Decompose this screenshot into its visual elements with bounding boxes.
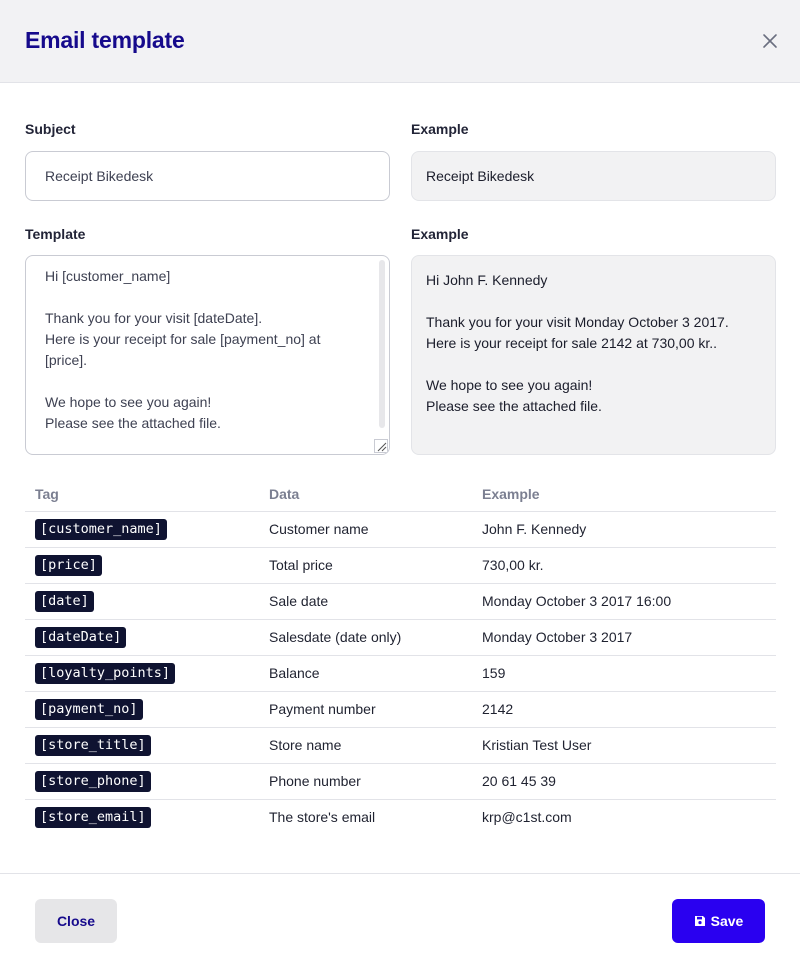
modal-footer [0,873,800,968]
save-button[interactable] [672,899,765,943]
row-data: Balance [269,665,320,681]
row-example: Kristian Test User [482,737,592,753]
subject-label: Subject [25,121,76,137]
template-label: Template [25,226,86,242]
row-example: krp@c1st.com [482,809,572,825]
close-button[interactable]: Close [35,899,117,943]
table-row [25,763,776,799]
tag-pill: [store_phone] [35,771,151,792]
subject-input[interactable]: Receipt Bikedesk [25,151,390,201]
tag-pill: [loyalty_points] [35,663,175,684]
row-example: Monday October 3 2017 16:00 [482,593,672,609]
row-example: 2142 [482,701,514,717]
row-data: Customer name [269,521,369,537]
table-row [25,655,776,691]
row-data: Phone number [269,773,361,789]
subject-example-value: Receipt Bikedesk [411,151,776,201]
column-header-data: Data [269,486,300,502]
table-body [25,511,776,835]
row-data: Salesdate (date only) [269,629,402,645]
row-data: Sale date [269,593,329,609]
row-example: 20 61 45 39 [482,773,556,789]
row-data: Store name [269,737,342,753]
table-row [25,691,776,727]
save-button-label: Save [710,913,744,929]
row-data: The store's email [269,809,376,825]
resize-handle-icon[interactable] [374,439,388,453]
template-example-box [411,255,776,455]
tag-pill: [price] [35,555,102,576]
modal-header [0,0,800,83]
template-textarea[interactable] [25,255,390,455]
row-example: John F. Kennedy [482,521,587,537]
tag-pill: [payment_no] [35,699,143,720]
template-scrollbar[interactable] [379,260,385,428]
tag-pill: [customer_name] [35,519,167,540]
row-example: 730,00 kr. [482,557,544,573]
tag-pill: [date] [35,591,94,612]
tag-pill: [dateDate] [35,627,126,648]
row-data: Payment number [269,701,376,717]
close-icon[interactable] [762,33,778,49]
table-row [25,799,776,835]
template-example-text: Hi John F. Kennedy Thank you for your visit Monday October 3 2017. Here is your receipt for sale 2142 at 730,00 kr.. We hope to see you again! Please see the attached file. [426,272,729,414]
tag-pill: [store_title] [35,735,151,756]
table-row [25,547,776,583]
template-textarea-text[interactable]: Hi [customer_name] Thank you for your visit [dateDate]. Here is your receipt for sale [payment_no] at [price]. We hope to see you again! Please see the attached file. [45,268,321,431]
row-example: Monday October 3 2017 [482,629,633,645]
template-example-label: Example [411,226,469,242]
table-row [25,727,776,763]
column-header-tag: Tag [35,486,59,502]
table-row [25,511,776,547]
row-example: 159 [482,665,506,681]
modal-title: Email template [25,27,185,53]
column-header-example: Example [482,486,540,502]
tag-pill: [store_email] [35,807,151,828]
table-row [25,583,776,619]
table-row [25,619,776,655]
row-data: Total price [269,557,333,573]
subject-example-label: Example [411,121,469,137]
floppy-disk-icon [694,915,706,927]
